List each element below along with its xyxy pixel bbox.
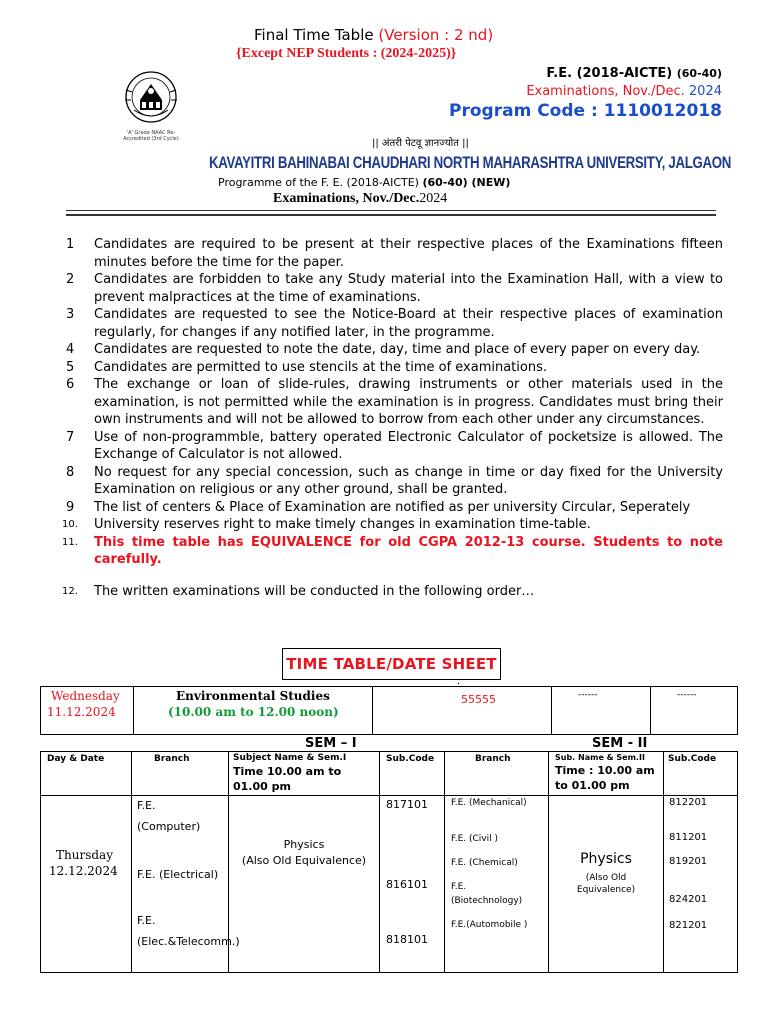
sem2-subject: Physics [580, 851, 632, 867]
sem2-code: 819201 [669, 856, 708, 867]
instruction-item [62, 359, 723, 377]
course-name: F.E. (2018-AICTE) [546, 66, 677, 81]
programme-prefix: Programme of the F. E. (2018-AICTE) [218, 176, 423, 189]
env-code: 55555 [461, 693, 496, 706]
instruction-text: The written examinations will be conducted in the following order… [94, 583, 535, 599]
instruction-text: No request for any special concession, such as change in time or day fixed for the University Examination on religious or any other ground, shall be granted. [94, 464, 723, 497]
column-header-subject: Subject Name & Sem.I [233, 753, 347, 763]
university-name: KAVAYITRI BAHINABAI CHAUDHARI NORTH MAHARASHTRA UNIVERSITY, JALGAON [209, 153, 732, 172]
university-motto: || अंतरी पेटवू ज्ञानज्योत || [372, 138, 469, 149]
env-time: (10.00 am to 12.00 noon) [168, 705, 339, 719]
header-cell [132, 752, 229, 796]
timetable-dot: . [457, 676, 461, 687]
header-cell [549, 752, 664, 796]
sem2-branch: F.E. (Civil ) [451, 834, 498, 844]
thursday-day-date-cell [41, 796, 132, 973]
instruction-number: 9 [66, 499, 75, 515]
instruction-number: 3 [66, 307, 75, 322]
instruction-text: Candidates are requested to see the Notice-Board at their respective places of examination regularly, for changes if any notified later, in the programme. [94, 307, 723, 340]
sem1-code: 816101 [386, 878, 428, 891]
sem2-code: 812201 [669, 797, 708, 808]
sem2-code-cell [664, 796, 738, 973]
thursday-date: 12.12.2024 [49, 864, 118, 878]
timetable-table [40, 751, 738, 973]
instruction-text: Candidates are forbidden to take any Study material into the Examination Hall, with a view to prevent malpractices at the time of examinations. [94, 272, 723, 305]
header-cell [41, 752, 132, 796]
column-header-branch: Branch [475, 754, 511, 764]
instruction-number: 8 [66, 464, 75, 480]
env-day-date-cell [41, 687, 134, 735]
header-cell [445, 752, 549, 796]
instructions-list [62, 236, 723, 600]
instruction-item [62, 429, 723, 464]
column-header-day-date: Day & Date [47, 754, 105, 764]
instruction-item [62, 271, 723, 306]
instruction-number: 2 [66, 272, 75, 287]
sem2-branch: F.E. (Biotechnology) [451, 882, 523, 906]
instruction-text: University reserves right to make timely changes in examination time-table. [94, 517, 591, 532]
instruction-text: Candidates are requested to note the date, day, time and place of every paper on every day. [94, 342, 701, 357]
instruction-number: 10. [62, 519, 78, 530]
header-cell [229, 752, 380, 796]
course-pattern: (60-40) [676, 67, 722, 80]
column-header-branch: Branch [154, 754, 190, 764]
instruction-item [62, 306, 723, 341]
env-dash-cell [651, 687, 738, 735]
sem2-code: 811201 [669, 832, 708, 843]
env-dash: ------ [677, 690, 697, 700]
instruction-item [62, 464, 723, 499]
document-title [254, 26, 493, 44]
column-header-time: Time 10.00 am to 01.00 pm [233, 765, 342, 793]
sem1-branch-cell [132, 796, 240, 973]
instruction-item [62, 376, 723, 429]
header-cell [664, 752, 738, 796]
instruction-number: 11. [62, 536, 78, 548]
instruction-text: This time table has EQUIVALENCE for old CGPA 2012-13 course. Students to note carefully. [94, 534, 723, 567]
table-row [41, 796, 738, 973]
sem2-code: 821201 [669, 920, 708, 931]
except-note: {Except NEP Students : (2024-2025)} [236, 46, 457, 61]
sem1-code: 817101 [386, 798, 428, 811]
env-dash: ------ [578, 690, 598, 700]
sem1-subject-note: (Also Old Equivalence) [241, 854, 367, 867]
column-header-time: Time : 10.00 am to 01.00 pm [555, 764, 655, 792]
sem2-subject-note: (Also Old Equivalence) [576, 873, 636, 895]
sem2-code: 824201 [669, 894, 708, 905]
instruction-item [62, 341, 723, 359]
column-header-subject: Sub. Name & Sem.II [555, 753, 645, 762]
timetable-title: TIME TABLE/DATE SHEET [282, 648, 501, 680]
env-subject-cell [134, 687, 373, 735]
sem1-branch: F.E. (Elec.&Telecomm.) [137, 914, 240, 948]
sem1-branch: F.E. (Computer) [137, 799, 201, 833]
instruction-item [62, 236, 723, 271]
exam-session [526, 84, 722, 99]
column-header-subcode: Sub.Code [386, 754, 435, 764]
header-divider-thick [66, 214, 716, 216]
course-heading [546, 66, 722, 81]
sem2-branch-cell [445, 796, 549, 973]
header-divider [66, 210, 716, 211]
instruction-text: The list of centers & Place of Examination are notified as per university Circular, Seperately [94, 499, 691, 515]
sem2-subject-cell [549, 796, 664, 973]
title-version: (Version : 2 nd) [378, 26, 494, 44]
exam-line-year: 2024 [419, 191, 448, 206]
thursday-day: Thursday [56, 848, 113, 862]
instruction-number: 12. [62, 585, 78, 597]
sem1-subject: Physics [283, 838, 325, 851]
exam-line-label: Examinations, Nov./Dec. [273, 191, 420, 206]
programme-pattern: (60-40) (NEW) [422, 176, 511, 189]
instruction-number: 6 [66, 377, 75, 392]
instruction-number: 1 [66, 237, 75, 252]
exam-session-year: 2024 [688, 84, 722, 99]
instruction-number: 7 [66, 429, 75, 445]
sem2-branch: F.E. (Chemical) [451, 858, 518, 868]
instruction-number: 5 [66, 359, 75, 375]
exam-session-label: Examinations, Nov./Dec. [526, 84, 689, 99]
program-code: Program Code : 1110012018 [449, 101, 722, 121]
table-row [41, 687, 738, 735]
logo-caption: 'A' Grade NAAC Re-Accredited (3rd Cycle) [123, 130, 179, 142]
instruction-item-equivalence [62, 534, 723, 569]
programme-line [218, 176, 510, 189]
sem1-header: SEM – I [305, 736, 357, 751]
instruction-number: 4 [66, 342, 75, 357]
sem2-branch: F.E. (Mechanical) [451, 798, 527, 808]
sem2-header: SEM - II [592, 736, 648, 751]
env-subject: Environmental Studies [176, 689, 330, 703]
sem1-code-cell [380, 796, 445, 973]
column-header-subcode: Sub.Code [668, 754, 717, 764]
instruction-item [62, 583, 723, 601]
env-date: 11.12.2024 [47, 705, 116, 719]
instruction-text: The exchange or loan of slide-rules, drawing instruments or other materials used in the examination, is not permitted while the examination is in progress. Candidates must bring their own instruments and will not be allowed to borrow from each other under any circumstances. [94, 377, 723, 427]
sem1-code: 818101 [386, 933, 428, 946]
header-cell [380, 752, 445, 796]
env-code-cell [373, 687, 552, 735]
title-prefix: Final Time Table [254, 26, 379, 44]
sem1-subject-cell [229, 796, 380, 973]
instruction-text: Candidates are permitted to use stencils at the time of examinations. [94, 359, 547, 375]
instruction-text: Use of non-programmble, battery operated Electronic Calculator of pocketsize is allowed. The Exchange of Calculator is not allowed. [94, 429, 723, 462]
sem1-branch: F.E. (Electrical) [137, 868, 219, 881]
environmental-studies-table [40, 686, 738, 735]
university-logo-icon [120, 70, 182, 132]
env-dash-cell [552, 687, 651, 735]
env-day: Wednesday [51, 689, 120, 703]
exam-line [273, 191, 447, 207]
instruction-text: Candidates are required to be present at their respective places of the Examinations fifteen minutes before the time for the paper. [94, 237, 723, 270]
instruction-item [62, 516, 723, 534]
table-header-row [41, 752, 738, 796]
instruction-item [62, 499, 723, 517]
sem2-branch: F.E.(Automobile ) [451, 920, 528, 930]
